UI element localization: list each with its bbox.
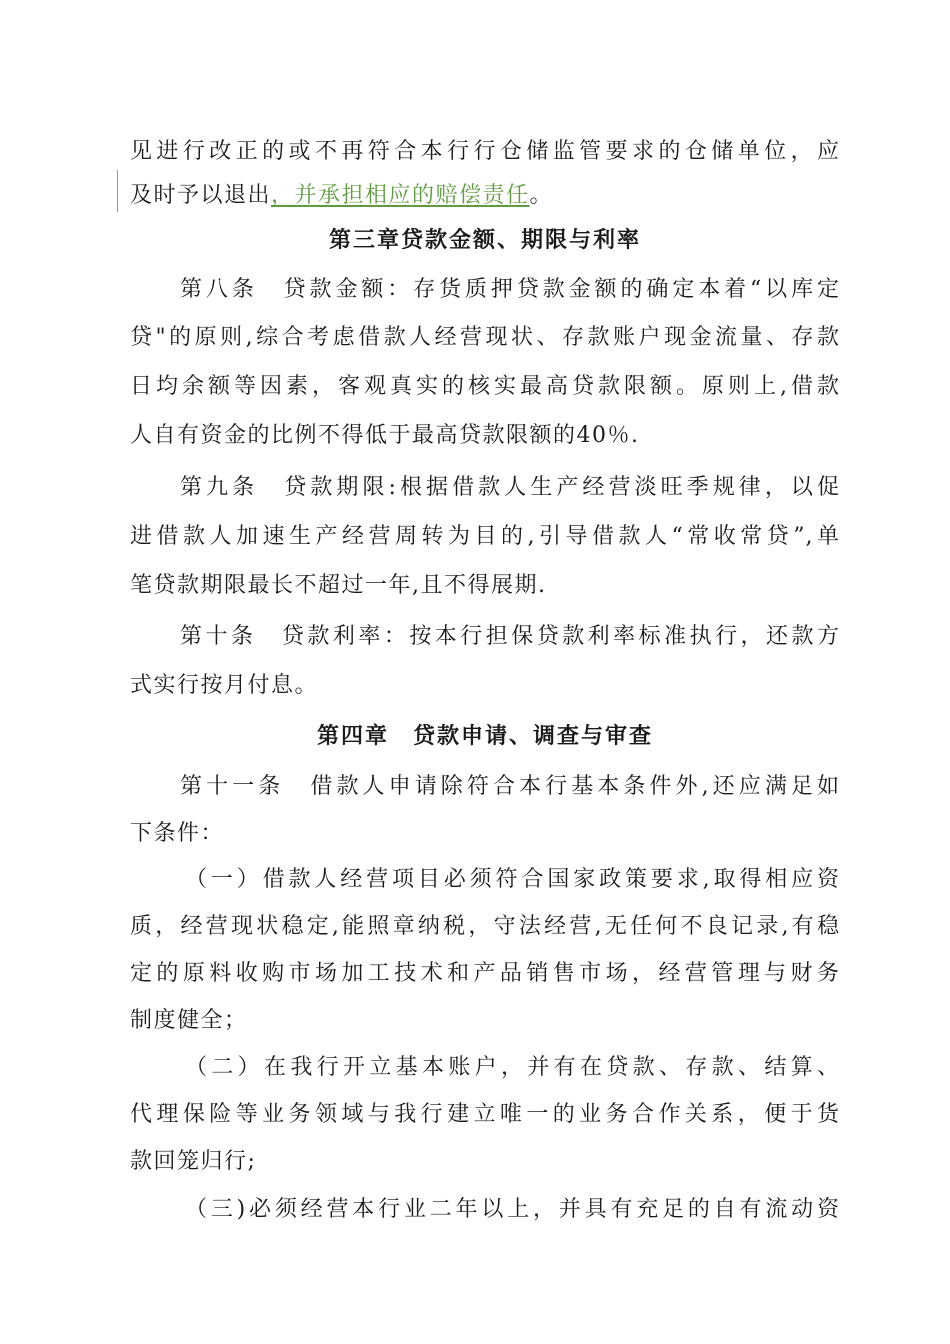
article-9-line: 笔贷款期限最长不超过一年,且不得展期.: [130, 573, 547, 598]
body-line: 见进行改正的或不再符合本行行仓储监管要求的仓储单位，应: [130, 139, 840, 164]
body-line-with-revision: [130, 181, 840, 211]
item-1-line: 定的原料收购市场加工技术和产品销售市场，经营管理与财务: [130, 961, 840, 986]
item-1-line: 质，经营现状稳定,能照章纳税，守法经营,无任何不良记录,有稳: [130, 914, 840, 939]
revision-inserted-text: ，并承担相应的赔偿责任: [271, 183, 530, 208]
chapter-heading: 第四章 贷款申请、调查与审查: [316, 724, 653, 749]
item-2-line: 代理保险等业务领域与我行建立唯一的业务合作关系，便于货: [130, 1102, 840, 1127]
item-1-line: 制度健全；: [130, 1008, 248, 1033]
article-10-line: 第十条 贷款利率：按本行担保贷款利率标准执行，还款方: [180, 624, 840, 649]
article-8-line: 日均余额等因素，客观真实的核实最高贷款限额。原则上,借款: [130, 374, 840, 399]
item-3-line: （三)必须经营本行业二年以上，并具有充足的自有流动资: [185, 1197, 840, 1222]
item-1-line: （一）借款人经营项目必须符合国家政策要求,取得相应资: [185, 867, 840, 892]
chapter-heading: 第三章贷款金额、期限与利率: [328, 227, 641, 253]
body-text: 及时予以退出: [130, 183, 272, 208]
revision-change-bar: [117, 170, 118, 212]
article-8-line: 第八条 贷款金额：存货质押贷款金额的确定本着“以库定: [180, 277, 840, 302]
article-11-line: 第十一条 借款人申请除符合本行基本条件外,还应满足如: [180, 774, 840, 799]
article-8-line: 人自有资金的比例不得低于最高贷款限额的40％.: [130, 423, 640, 448]
item-2-line: 款回笼归行;: [130, 1149, 257, 1174]
article-9-line: 进借款人加速生产经营周转为目的,引导借款人“常收常贷”,单: [130, 524, 840, 549]
article-9-line: 第九条 贷款期限:根据借款人生产经营淡旺季规律，以促: [180, 475, 840, 500]
article-11-line: 下条件：: [130, 821, 225, 846]
item-2-line: （二）在我行开立基本账户，并有在贷款、存款、结算、: [185, 1055, 840, 1080]
body-text: 。: [529, 183, 554, 208]
article-8-line: 贷"的原则,综合考虑借款人经营现状、存款账户现金流量、存款: [130, 325, 840, 350]
article-10-line: 式实行按月付息。: [130, 673, 319, 698]
